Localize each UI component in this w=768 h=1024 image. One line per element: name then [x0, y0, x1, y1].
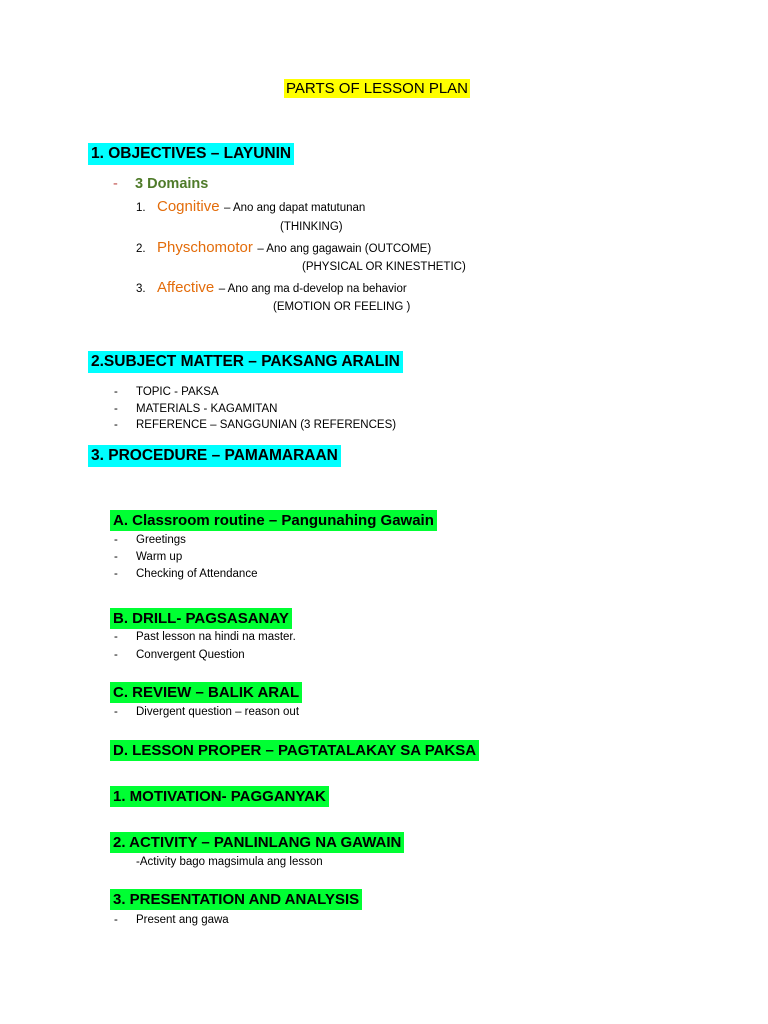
domain-name: Physchomotor [157, 239, 253, 256]
domain-item-psychomotor [136, 239, 431, 257]
review-heading: C. REVIEW – BALIK ARAL [110, 682, 302, 703]
list-item: - REFERENCE – SANGGUNIAN (3 REFERENCES) [114, 419, 397, 431]
presentation-heading: 3. PRESENTATION AND ANALYSIS [110, 889, 362, 910]
subject-matter-heading: 2.SUBJECT MATTER – PAKSANG ARALIN [88, 351, 403, 373]
bullet-dash: - [113, 176, 118, 192]
domains-heading [113, 176, 208, 192]
list-item: - TOPIC - PAKSA [114, 386, 219, 398]
bullet-dash: - [114, 419, 118, 431]
list-item: - Greetings [114, 534, 186, 546]
bullet-dash: - [114, 403, 118, 415]
list-item: - Convergent Question [114, 649, 245, 661]
bullet-dash: - [114, 914, 118, 926]
bullet-dash: - [114, 706, 118, 718]
domain-sub-psychomotor: (PHYSICAL OR KINESTHETIC) [302, 261, 466, 273]
bullet-dash: - [114, 649, 118, 661]
page-title: PARTS OF LESSON PLAN [286, 80, 468, 97]
bullet-dash: - [114, 551, 118, 563]
domain-name: Cognitive [157, 198, 220, 215]
list-item: - Past lesson na hindi na master. [114, 631, 296, 643]
domain-item-cognitive [136, 198, 365, 216]
domain-name: Affective [157, 279, 215, 296]
drill-heading: B. DRILL- PAGSASANAY [110, 608, 292, 629]
bullet-dash: - [114, 534, 118, 546]
list-item: - Present ang gawa [114, 914, 229, 926]
procedure-heading: 3. PROCEDURE – PAMAMARAAN [88, 445, 341, 467]
activity-heading: 2. ACTIVITY – PANLINLANG NA GAWAIN [110, 832, 404, 853]
domain-number: 2. [136, 243, 146, 255]
domain-sub-affective: (EMOTION OR FEELING ) [273, 301, 411, 313]
lesson-proper-heading: D. LESSON PROPER – PAGTATALAKAY SA PAKSA [110, 740, 479, 761]
list-item: - Divergent question – reason out [114, 706, 300, 718]
motivation-heading: 1. MOTIVATION- PAGGANYAK [110, 786, 329, 807]
bullet-dash: - [114, 386, 118, 398]
domain-description: – Ano ang dapat matutunan [224, 202, 366, 214]
bullet-dash: - [114, 568, 118, 580]
domains-heading-label: 3 Domains [135, 176, 209, 192]
domain-number: 1. [136, 202, 146, 214]
domain-item-affective [136, 279, 407, 297]
list-item: - Checking of Attendance [114, 568, 258, 580]
activity-note: -Activity bago magsimula ang lesson [136, 856, 323, 868]
domain-number: 3. [136, 283, 146, 295]
bullet-dash: - [114, 631, 118, 643]
classroom-routine-heading: A. Classroom routine – Pangunahing Gawain [110, 510, 437, 531]
objectives-heading: 1. OBJECTIVES – LAYUNIN [88, 143, 294, 165]
list-item: - MATERIALS - KAGAMITAN [114, 403, 278, 415]
domain-description: – Ano ang gagawain (OUTCOME) [257, 243, 432, 255]
domain-description: – Ano ang ma d-develop na behavior [218, 283, 407, 295]
list-item: - Warm up [114, 551, 183, 563]
domain-sub-cognitive: (THINKING) [280, 221, 343, 233]
